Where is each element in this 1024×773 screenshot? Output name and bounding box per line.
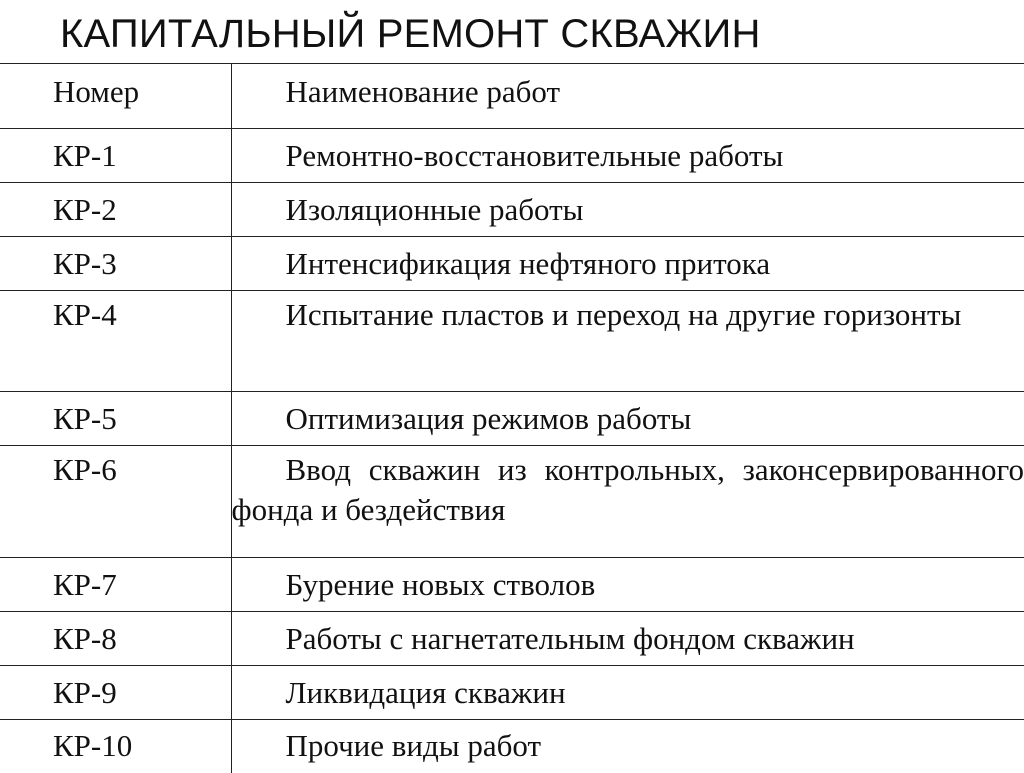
- row-name: Оптимизация режимов работы: [232, 392, 1024, 439]
- table-row: [0, 129, 1024, 183]
- row-number-cell: [0, 237, 231, 291]
- row-name: Ликвидация скважин: [232, 666, 1024, 713]
- row-number: КР-10: [53, 720, 231, 766]
- row-name: Изоляционные работы: [232, 183, 1024, 230]
- works-table: [0, 63, 1024, 773]
- table-row: [0, 392, 1024, 446]
- table-row: [0, 446, 1024, 558]
- row-number-cell: [0, 446, 231, 558]
- table-row: [0, 237, 1024, 291]
- row-name-cell: [231, 237, 1024, 291]
- row-name-cell: [231, 291, 1024, 392]
- row-name: Работы с нагнетательным фондом скважин: [232, 612, 1024, 659]
- row-name: Ремонтно-восстановительные работы: [232, 129, 1024, 176]
- row-number: КР-6: [53, 446, 231, 490]
- row-name: Бурение новых стволов: [232, 558, 1024, 605]
- row-number-cell: [0, 392, 231, 446]
- row-number: КР-4: [53, 291, 231, 335]
- table-row: [0, 558, 1024, 612]
- row-name-cell: [231, 558, 1024, 612]
- table-row: [0, 720, 1024, 773]
- row-name: Ввод скважин из контрольных, законсервированного фонда и бездействия: [232, 446, 1024, 530]
- row-name-cell: [231, 446, 1024, 558]
- table-header-row: [0, 64, 1024, 129]
- row-name-cell: [231, 129, 1024, 183]
- row-name: Прочие виды работ: [232, 720, 1024, 766]
- row-number: КР-3: [53, 237, 231, 284]
- row-number: КР-2: [53, 183, 231, 230]
- header-name-label: Наименование работ: [232, 64, 1024, 112]
- row-number: КР-7: [53, 558, 231, 605]
- row-number-cell: [0, 558, 231, 612]
- row-name-cell: [231, 392, 1024, 446]
- row-number: КР-5: [53, 392, 231, 439]
- row-number: КР-8: [53, 612, 231, 659]
- row-number-cell: [0, 612, 231, 666]
- row-number-cell: [0, 720, 231, 773]
- row-number-cell: [0, 666, 231, 720]
- header-cell-number: [0, 64, 231, 129]
- row-number-cell: [0, 129, 231, 183]
- row-number-cell: [0, 183, 231, 237]
- header-number-label: Номер: [53, 64, 231, 112]
- row-name-cell: [231, 612, 1024, 666]
- row-number: КР-1: [53, 129, 231, 176]
- row-name-cell: [231, 183, 1024, 237]
- row-name: Испытание пластов и переход на другие горизонты: [232, 291, 1024, 335]
- row-number-cell: [0, 291, 231, 392]
- row-name-cell: [231, 720, 1024, 773]
- row-number: КР-9: [53, 666, 231, 713]
- header-cell-name: [231, 64, 1024, 129]
- row-name: Интенсификация нефтяного притока: [232, 237, 1024, 284]
- page-title: КАПИТАЛЬНЫЙ РЕМОНТ СКВАЖИН: [60, 8, 761, 60]
- table-row: [0, 183, 1024, 237]
- table-row: [0, 612, 1024, 666]
- table-row: [0, 291, 1024, 392]
- table-row: [0, 666, 1024, 720]
- row-name-cell: [231, 666, 1024, 720]
